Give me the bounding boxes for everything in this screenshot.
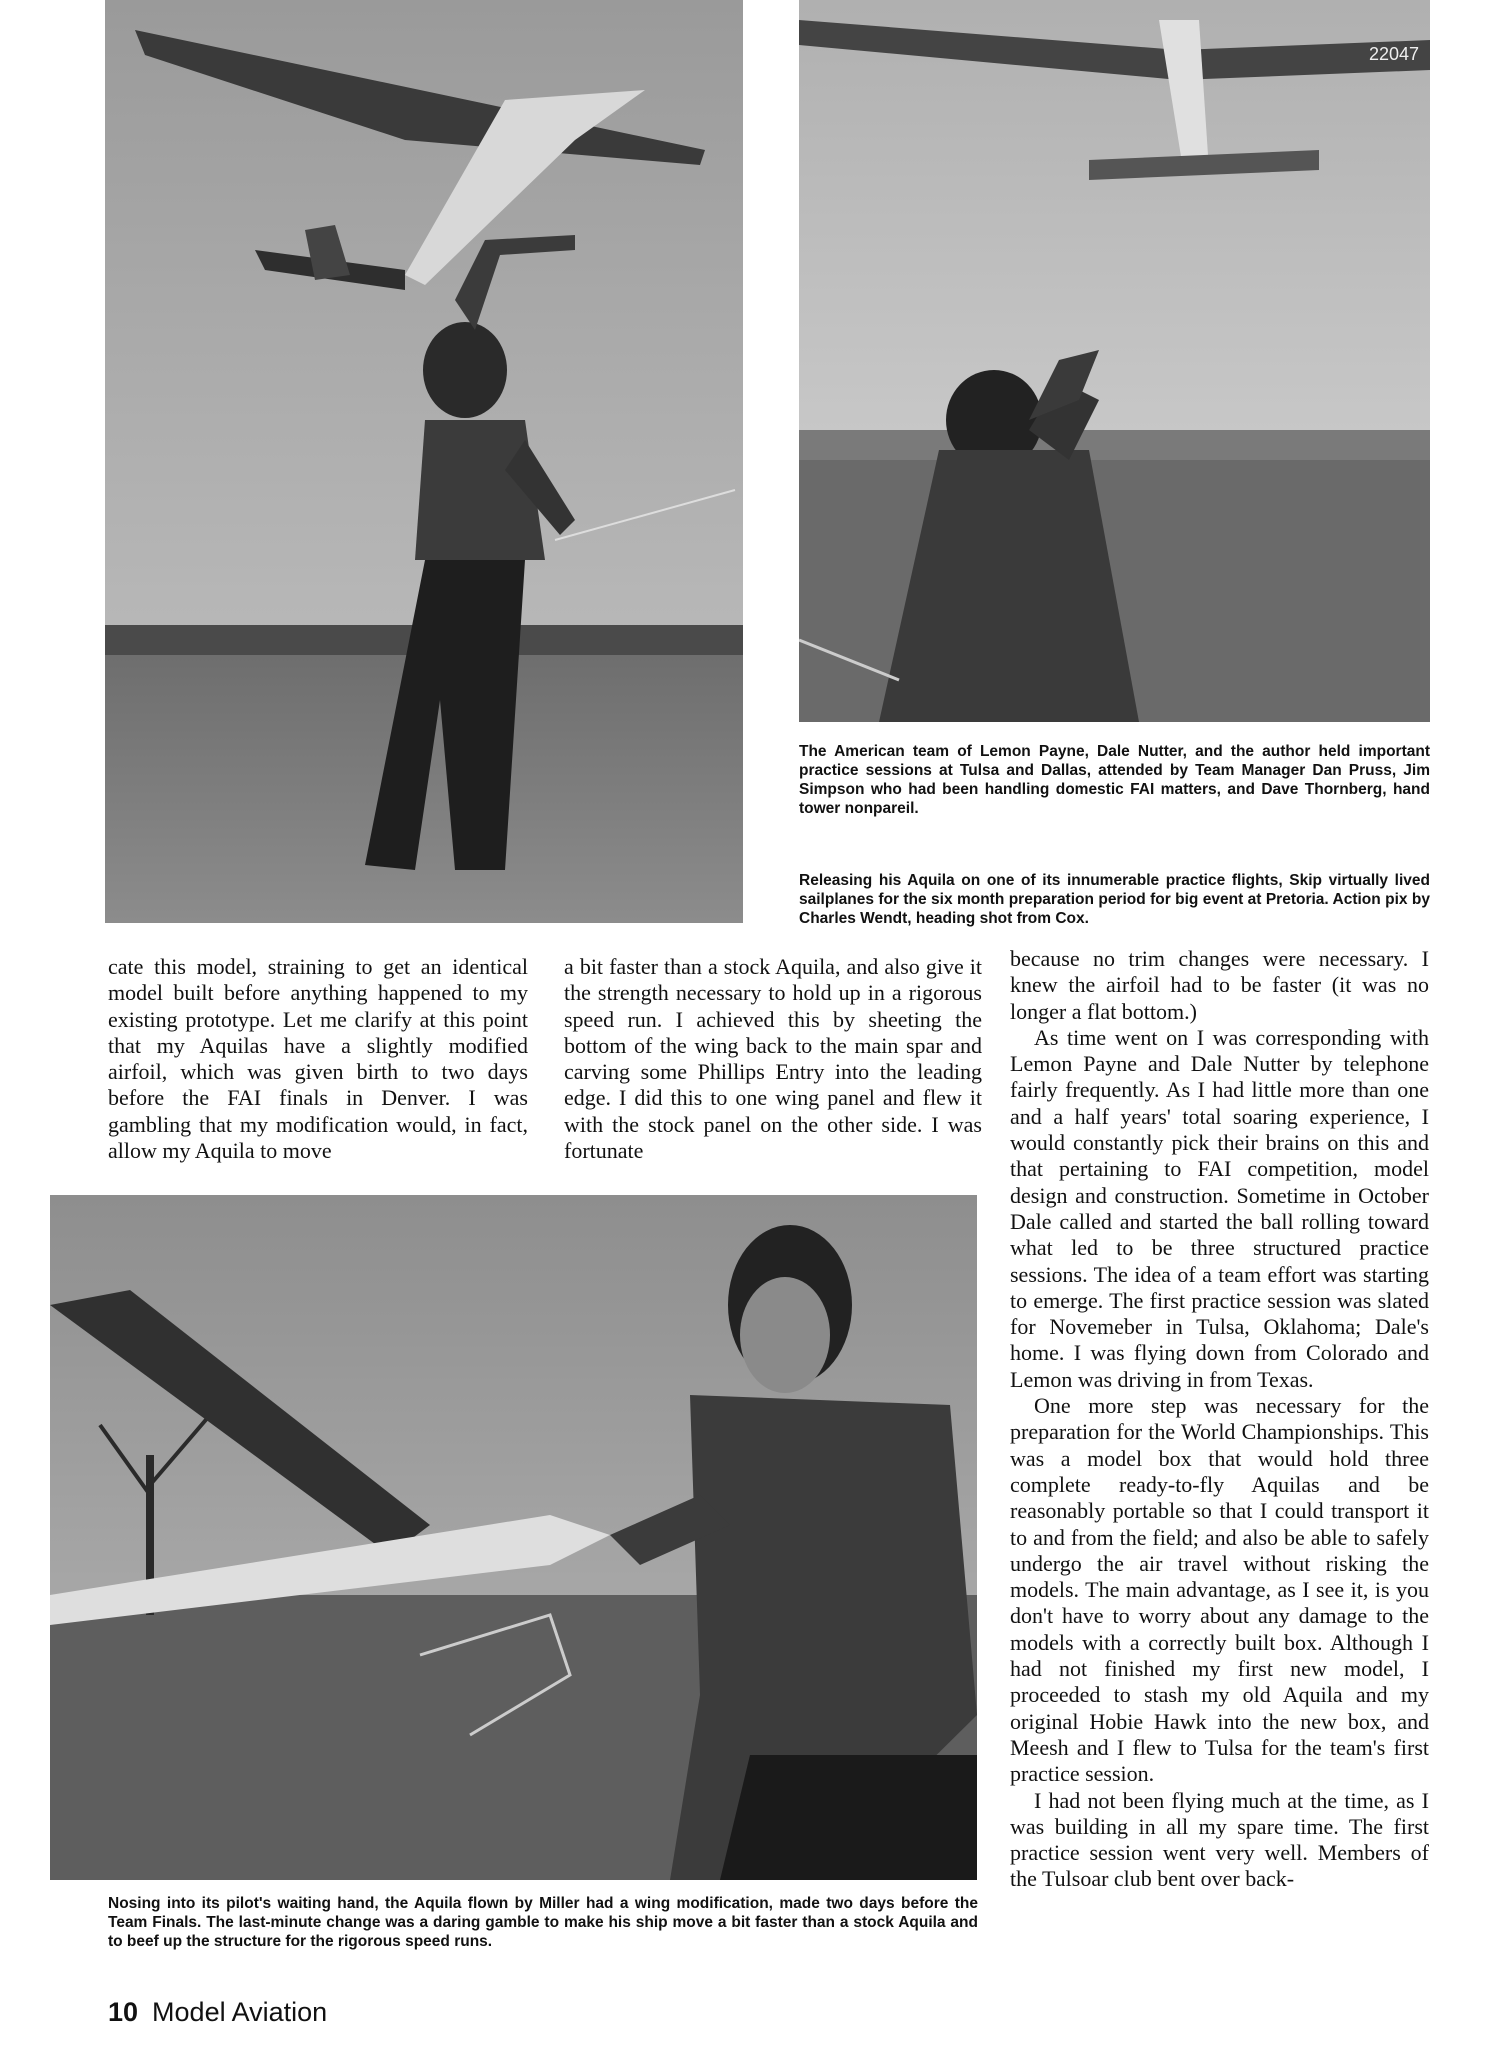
column-1-paragraph: cate this model, straining to get an identical model built before anything happened to my existing prototype. Let me clarify at this point that my Aquilas have a slightly modified airfoil, which was given birth to two days before the FAI finals in Denver. I was gambling that my modification would, in fact, allow my Aquila to move bbox=[108, 954, 528, 1164]
tail-number-label: 22047 bbox=[1369, 44, 1420, 64]
column-2-paragraph: a bit faster than a stock Aquila, and also give it the strength necessary to hold up in a rigorous speed run. I achieved this by sheeting the bottom of the wing back to the main spar and carving some Phillips Entry into the leading edge. I did this to one wing panel and flew it with the stock panel on the other side. I was fortunate bbox=[564, 954, 982, 1164]
column-3-paragraph: As time went on I was corresponding with Lemon Payne and Dale Nutter by telephone fairly frequently. As I had little more than one and a half years' total soaring experience, I would constantly pick their brains on this and that pertaining to FAI competition, model design and construction. Sometime in October Dale called and started the ball rolling toward what led to be three structured practice sessions. The idea of a team effort was starting to emerge. The first practice session was slated for Novemeber in Tulsa, Oklahoma; Dale's home. I was flying down from Colorado and Lemon was driving in from Texas. bbox=[1010, 1024, 1429, 1392]
photo-glider-launch bbox=[105, 0, 743, 923]
article-column-2 bbox=[564, 954, 982, 1164]
column-3-paragraph: because no trim changes were necessary. I knew the airfoil had to be faster (it was no longer a flat bottom.) bbox=[1010, 946, 1429, 1024]
caption-team: The American team of Lemon Payne, Dale Nutter, and the author held important practice sessions at Tulsa and Dallas, attended by Team Manager Dan Pruss, Jim Simpson who had been handling domestic FAI matters, and Dave Thornberg, hand tower nonpareil. bbox=[799, 743, 1430, 817]
page-footer bbox=[108, 1997, 327, 2028]
magazine-name: Model Aviation bbox=[152, 1997, 328, 2027]
page-number: 10 bbox=[108, 1997, 139, 2027]
caption-nosing: Nosing into its pilot's waiting hand, the Aquila flown by Miller had a wing modification, made two days before the Team Finals. The last-minute change was a daring gamble to make his ship move a bit faster than a stock Aquila and to beef up the structure for the rigorous speed runs. bbox=[108, 1895, 978, 1950]
photo-glider-tow bbox=[799, 0, 1430, 722]
caption-releasing: Releasing his Aquila on one of its innumerable practice flights, Skip virtually lived sailplanes for the six month preparation period for big event at Pretoria. Action pix by Charles Wendt, heading shot from Cox. bbox=[799, 872, 1430, 927]
column-3-paragraph: One more step was necessary for the preparation for the World Championships. This was a model box that would hold three complete ready-to-fly Aquilas and be reasonably portable so that I could transport it to and from the field; and also be able to safely undergo the air travel without risking the models. The main advantage, as I see it, is you don't have to worry about any damage to the models with a correctly built box. Although I had not finished my first new model, I proceeded to stash my old Aquila and my original Hobie Hawk into the new box, and Meesh and I flew to Tulsa for the team's first practice session. bbox=[1010, 1393, 1429, 1787]
article-column-3 bbox=[1010, 946, 1429, 1893]
photo-glider-catch bbox=[50, 1195, 977, 1880]
column-3-paragraph: I had not been flying much at the time, as I was building in all my spare time. The first practice session went very well. Members of the Tulsoar club bent over back- bbox=[1010, 1787, 1429, 1892]
article-column-1 bbox=[108, 954, 528, 1164]
